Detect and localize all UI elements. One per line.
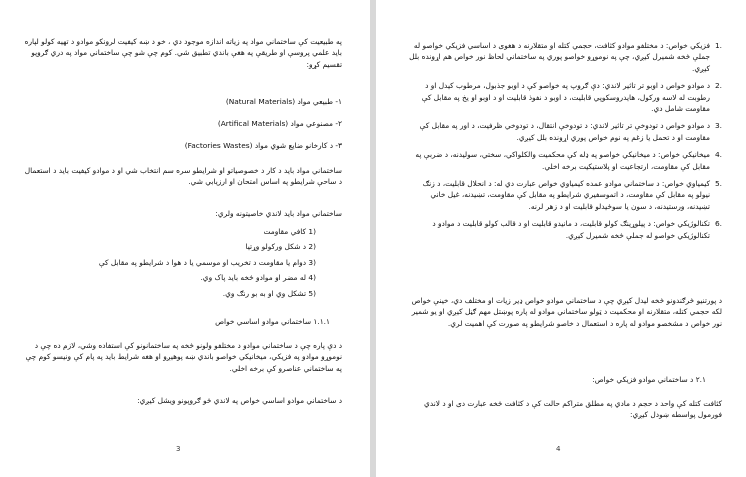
list-item: 6. تکنالوژیکي خواص: د پیلوړینګ کولو قابلیت، د مانیدو قابلیت او د قالب کولو قابلیت د موادو د تکنالوژیکي خواصو له جملې څخه شمیرل کیږي. [432,219,722,240]
group-factory-wastes: ۳- د کارخانو ضایع شوي مواد (Factories Wastes) [184,141,342,150]
list-item: 2) د شکل ورکولو وړتیا [245,242,316,252]
properties-list [408,40,722,247]
page-left [0,0,370,477]
section-heading: ۲.۱ د ساختماني موادو فزیکي خواص: [592,375,706,384]
list-item: 4. میخانیکي خواص: د میخانیکي خواصو په ډله کې محکمیت والکلواکي، سختي، سولیدنه، د ضربې په مقابل کې مقاومت، ارتجاعیت او پلاستیکیت برخه اخلي. [415,150,722,171]
list-item: 1) کافي مقاومت [263,227,316,236]
requirements-intro: ساختماني مواد باید لاندي خاصیتونه ولري: [215,209,342,218]
group-natural: ۱- طبیعي مواد (Natural Materials) [225,97,342,106]
list-item: 4) له مضر او موادو څخه باید پاک وي. [200,273,316,283]
page-number: 3 [176,444,181,453]
page-right [376,0,746,477]
paragraph-summary: د پورتنیو څرګندونو څخه لیدل کیږي چې د ساختماني موادو خواص ډیر زیات او مختلف دي، خینې خواص لکه حجمي کتله، متقلارنه او محکمیت د ټولو ساختماني موادو له پاره پوښتل مهم ګڼل کیږي او یو شمیر نور خواص د مشخصو موادو له پاره د استعمال د خاصو شرایطو په صورت کې اهمیت لري. [411,296,722,328]
list-item: 1. فزیکي خواص: د مختلفو موادو کثافت، حجمي کتله او متقلارنه د هغوی د اساسي فزیکي خواصو له جملې څخه شمیرل کیږي، چې په نوموړو خواصو پوري په ساختماني لحاظ نور خواص هم اړونده بلل کیږي. [409,41,722,73]
list-item: 3) دوام یا مقاومت د تخریب او موسمي یا د هوا د شرایطو په مقابل کې [98,257,316,267]
list-item: 3. د موادو خواص د تودوخې تر تاثیر لاندي: د تودوخې انتقال، د تودوخي ظرفیت، د اور په مقابل کې مقاومت او د تحمل یا زغم په نوم خواص پوري اړونده بلل کیږي. [419,121,722,142]
list-item: 5) تشکل وي او به بو رنګ وي. [222,288,316,298]
page-number: 4 [556,444,561,453]
paragraph-groups: د ساختماني موادو اساسي خواص په لاندي څو ګروپونو ویشل کیږي: [137,396,342,405]
paragraph-properties: د دې پاره چې د ساختماني موادو د مختلفو ولونو څخه په ساختمانونو کې استفاده وشي، لازم ده چې د نوموړو موادو په فزیکي، میخانیکي خواصو باندي ښه پوهیږو او هغه شرایط باید په پام کې ونیسو کوم چې په ساختماني عناصرو کې برخه اخلي. [25,341,342,373]
requirements-list [26,226,316,303]
group-artificial: ۲- مصنوعي مواد (Artifical Materials) [217,119,342,128]
paragraph-intro: په طبیعیت کې ساختماني مواد په زیاته اندازه موجود دي ، خو د ښه کیفیت لرونکو موادو د تهیه کولو لپاره باید علمي پروسې او طریقې په هغې باندي تطبیق شي. کوم چې شو چې ساختماني مواد په دري ګروپو تقسیم کړو: [24,37,342,69]
paragraph-density: کثافت کتله کې واحد د حجم د مادي په مطلق متراکم حالت کې د کثافت څخه عبارت دی او د لاندي فورمول پواسطه ښودل کیږي: [424,399,722,420]
paragraph-selection: ساختماني مواد باید د کار د خصوصیاتو او شرایطو سره سم انتخاب شي او د موادو کیفیت باید د استعمال د ساحې شرایطو په اساس امتحان او ارزیابي شي. [24,166,342,187]
list-item: 2. د موادو خواص د اوبو تر تاثیر لاندي: دې ګروپ په خواصو کې د اوبو جذبول، مرطوب کیدل او د رطوبت له لاسه ورکول، هایدروسکوپي قابلیت، د اوبو د نفوذ قابلیت او د اوبو او یخ په مقابل کې مقاومت شامل دي. [421,81,722,114]
list-item: 5. کیمیاوي خواص: د ساختماني موادو عمده کیمیاوي خواص عبارت دي له: د انحلال قابلیت، د زنګ نیولو په مقابل کې مقاومت، د اتموسفیري شرایطو په مقابل کې مقاومت، تښیدنه، غیل خاني تښیدنه، ورستیدنه، د سون یا سوځیدلو قابلیت او د زهر لرنه. [422,179,722,211]
section-heading: ۱.۱.۱ ساختماني موادو اساسي خواص [215,317,330,326]
